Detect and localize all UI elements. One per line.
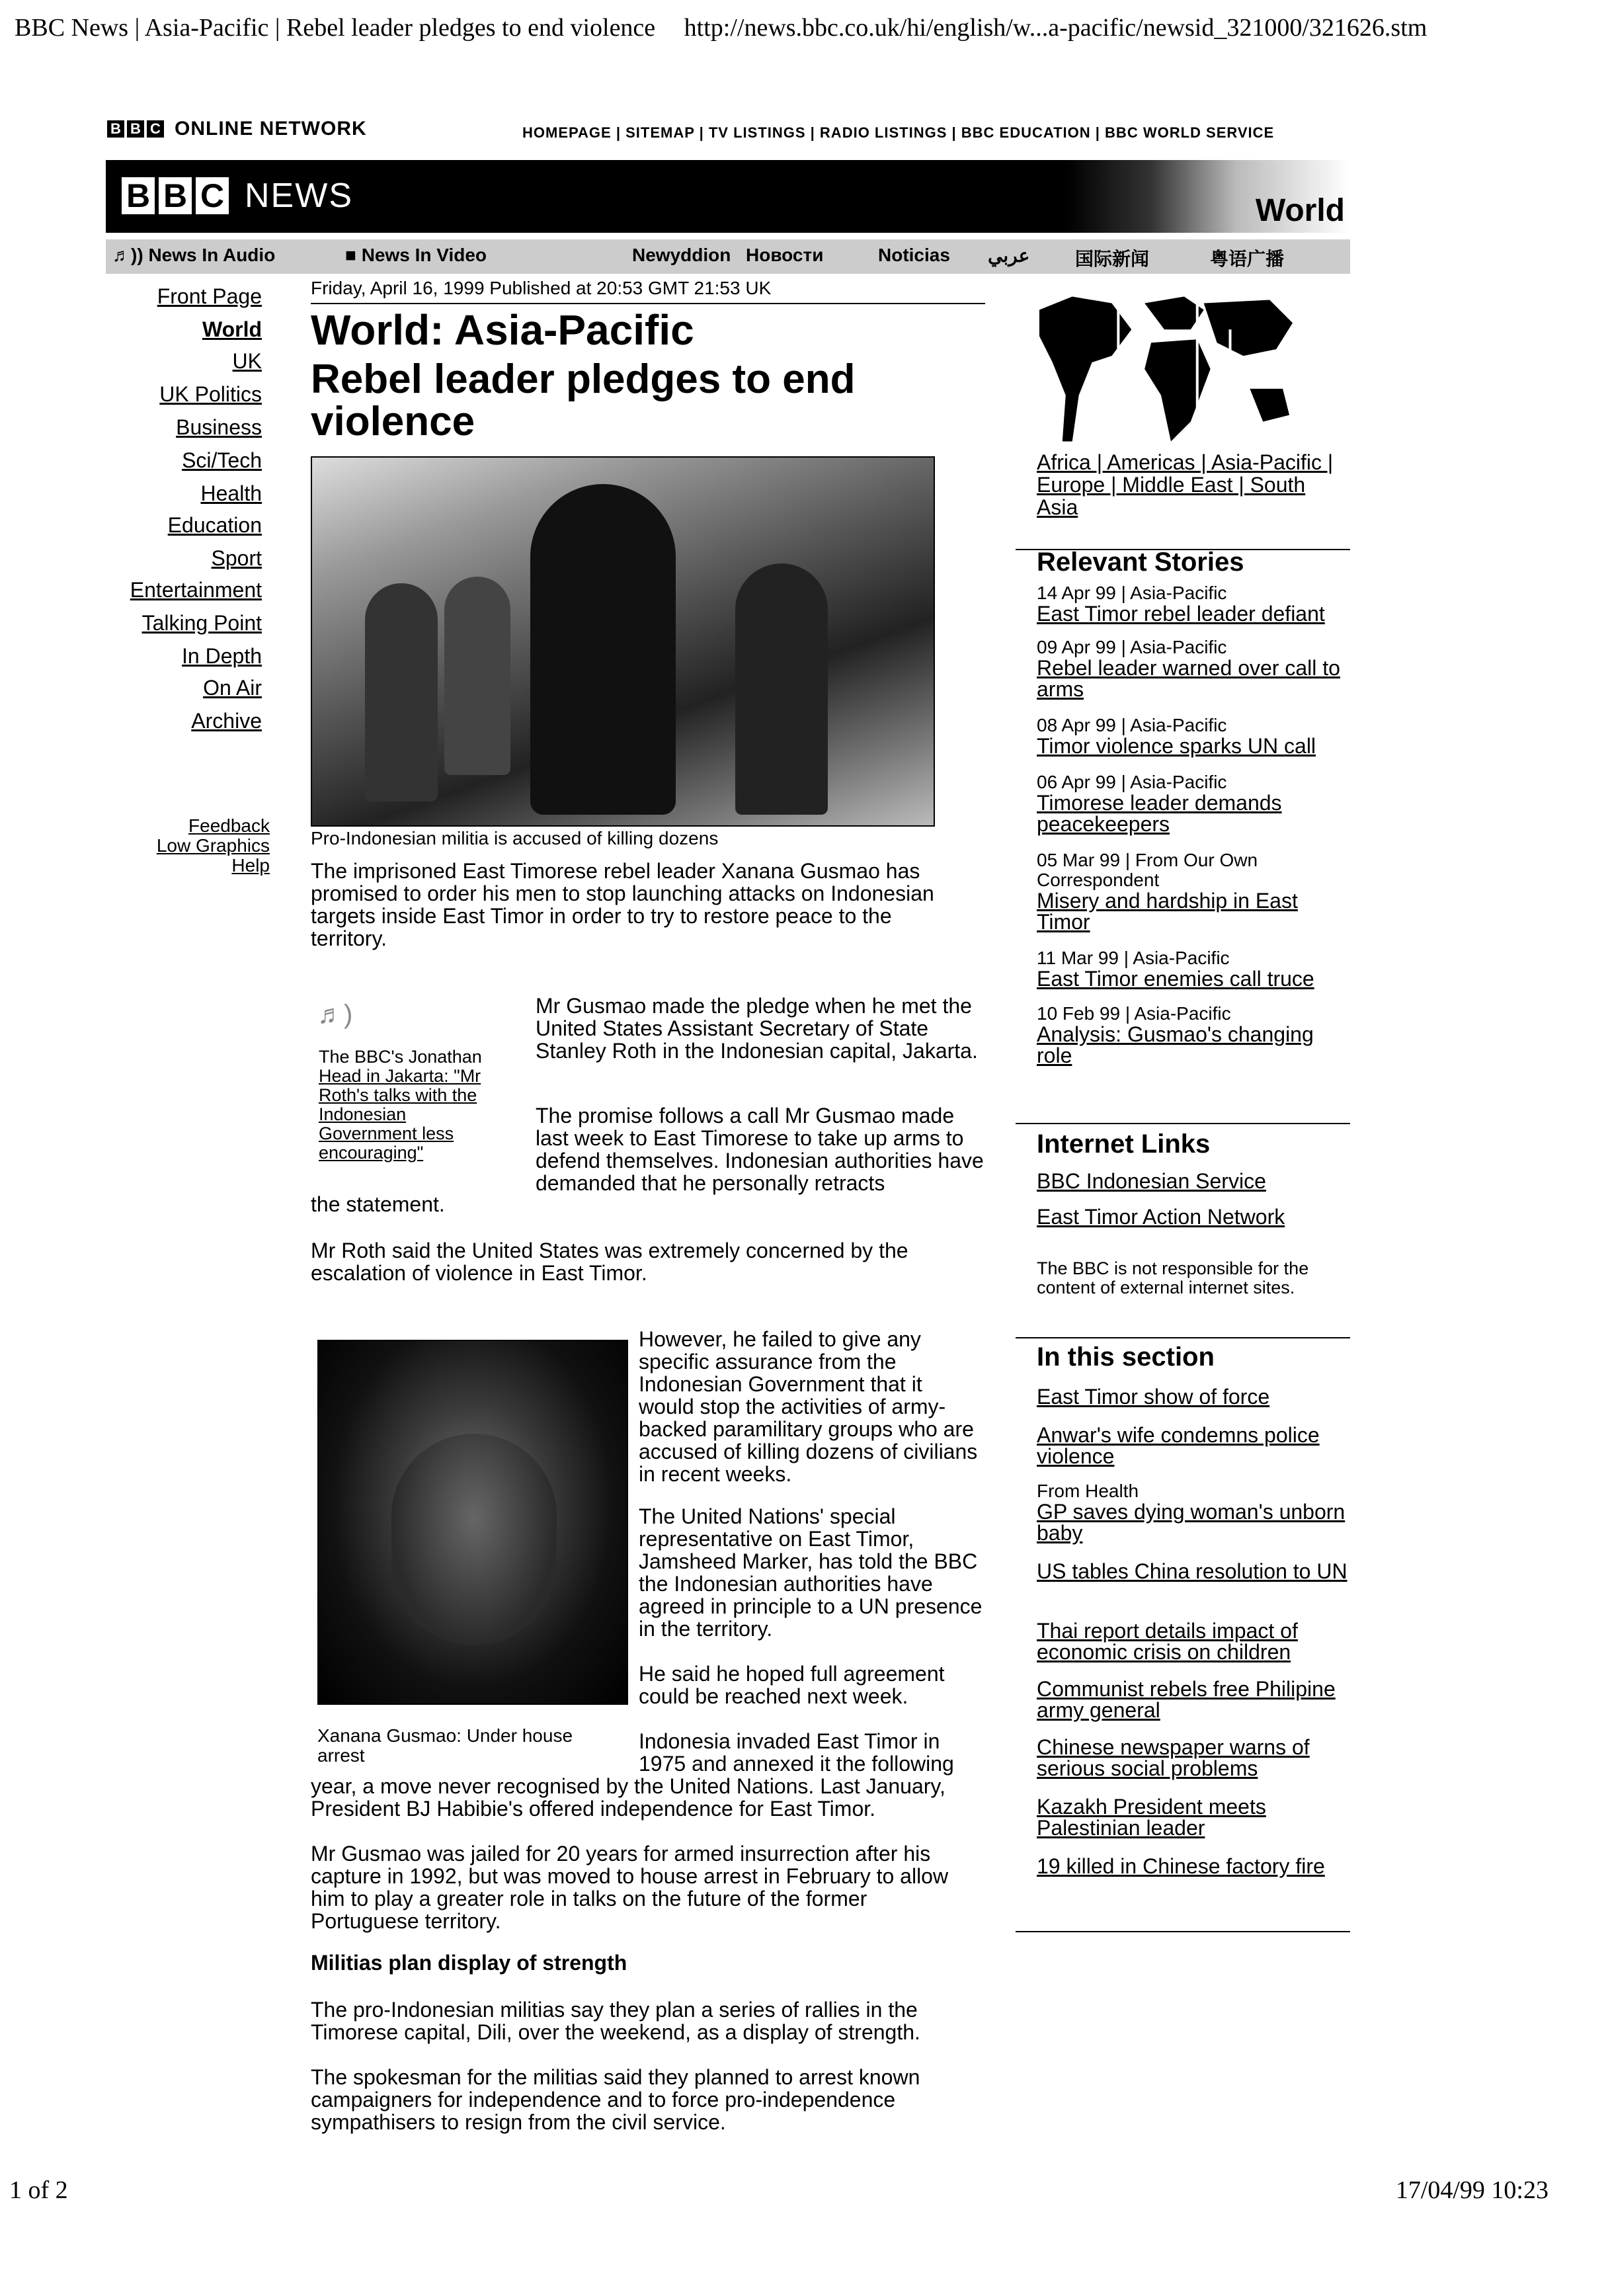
story-meta: 11 Mar 99 | Asia-Pacific <box>1037 948 1230 968</box>
relevant-story[interactable] <box>1037 1004 1347 1066</box>
lang-spanish-link[interactable]: Noticias <box>878 245 950 265</box>
nav-sport[interactable]: Sport <box>211 546 262 570</box>
logo-letter: C <box>147 120 164 138</box>
section-story[interactable] <box>1037 1620 1347 1662</box>
world-label: World <box>1255 193 1345 228</box>
article-paragraph: year, a move never recognised by the United Nations. Last January, President BJ Habibie's offered independence for East Timor. <box>311 1774 945 1821</box>
story-link[interactable]: Chinese newspaper warns of serious social problems <box>1037 1735 1310 1780</box>
audio-caption-lead: The BBC's Jonathan <box>319 1047 482 1067</box>
logo-letter: C <box>196 177 229 214</box>
logo-letter: B <box>122 177 155 214</box>
section-story[interactable] <box>1037 1856 1347 1877</box>
region-links[interactable]: Africa | Americas | Asia-Pacific | Europe | Middle East | South Asia <box>1037 450 1334 519</box>
help-link[interactable]: Help <box>231 855 270 876</box>
news-label: NEWS <box>245 177 353 215</box>
news-in-audio-link[interactable] <box>112 245 275 266</box>
story-link[interactable]: East Timor enemies call truce <box>1037 967 1314 991</box>
section-story[interactable] <box>1037 1737 1347 1779</box>
print-title: BBC News | Asia-Pacific | Rebel leader pledges to end violence <box>15 14 656 42</box>
external-sites-disclaimer: The BBC is not responsible for the content of external internet sites. <box>1037 1258 1309 1297</box>
article-paragraph: Mr Gusmao was jailed for 20 years for armed insurrection after his capture in 1992, but was moved to house arrest in February to allow him to play a greater role in talks on the future of the former Portuguese territory. <box>311 1842 949 1933</box>
bbc-news-logo[interactable] <box>122 176 353 216</box>
story-link[interactable]: Anwar's wife condemns police violence <box>1037 1423 1320 1468</box>
story-link[interactable]: US tables China resolution to UN <box>1037 1559 1347 1583</box>
story-meta: 05 Mar 99 | From Our Own Correspondent <box>1037 850 1258 890</box>
print-page-number: 1 of 2 <box>9 2176 68 2204</box>
nav-talking-point[interactable]: Talking Point <box>141 611 262 635</box>
headline: Rebel leader pledges to end violence <box>311 356 856 444</box>
photo-figure <box>530 484 676 815</box>
gusmao-portrait <box>317 1340 628 1705</box>
relevant-story[interactable] <box>1037 637 1347 700</box>
nav-in-depth[interactable]: In Depth <box>182 644 262 668</box>
story-link[interactable]: Misery and hardship in East Timor <box>1037 889 1298 934</box>
relevant-story[interactable] <box>1037 948 1347 989</box>
article-paragraph: The United Nations' special representative on East Timor, Jamsheed Marker, has told the BBC the Indonesian authorities have agreed in principle to a UN presence in the territory. <box>639 1504 983 1641</box>
story-link[interactable]: Communist rebels free Philipine army general <box>1037 1677 1336 1722</box>
network-label: ONLINE NETWORK <box>175 118 367 140</box>
audio-speaker-icon[interactable]: ♬) <box>317 1000 353 1029</box>
story-link[interactable]: Rebel leader warned over call to arms <box>1037 656 1340 701</box>
audio-clip-link[interactable] <box>319 1047 497 1163</box>
story-meta: 14 Apr 99 | Asia-Pacific <box>1037 583 1227 603</box>
lang-russian-link[interactable]: Новости <box>746 245 824 265</box>
story-link[interactable]: Kazakh President meets Palestinian leader <box>1037 1795 1266 1840</box>
divider <box>1016 1123 1350 1124</box>
story-meta: 08 Apr 99 | Asia-Pacific <box>1037 715 1227 735</box>
nav-on-air[interactable]: On Air <box>203 676 262 700</box>
story-link[interactable]: East Timor show of force <box>1037 1385 1270 1409</box>
relevant-stories-title: Relevant Stories <box>1037 548 1244 577</box>
story-meta: From Health <box>1037 1481 1139 1501</box>
subheading: Militias plan display of strength <box>311 1951 627 1975</box>
low-graphics-link[interactable]: Low Graphics <box>156 835 270 856</box>
section-story[interactable] <box>1037 1561 1347 1582</box>
section-story[interactable] <box>1037 1796 1347 1838</box>
section-story[interactable] <box>1037 1386 1347 1407</box>
lang-arabic-link[interactable]: عربي <box>988 245 1030 266</box>
feedback-link[interactable]: Feedback <box>188 815 270 836</box>
article-paragraph: The spokesman for the militias said they planned to arrest known campaigners for independence and to force pro-independence sympathisers to resign from the civil service. <box>311 2065 920 2134</box>
section-title: World: Asia-Pacific <box>311 306 694 354</box>
article-paragraph: However, he failed to give any specific assurance from the Indonesian Government that it would stop the activities of army-backed paramilitary groups who are accused of killing dozens of civilians in recent weeks. <box>639 1327 978 1486</box>
relevant-story[interactable] <box>1037 583 1347 624</box>
photo-figure <box>735 563 828 815</box>
news-in-video-link[interactable] <box>345 245 487 266</box>
relevant-story[interactable] <box>1037 850 1347 932</box>
news-in-audio-label: News In Audio <box>148 245 276 265</box>
bbc-indonesian-service-link[interactable]: BBC Indonesian Service <box>1037 1169 1266 1193</box>
article-paragraph: The promise follows a call Mr Gusmao made last week to East Timorese to take up arms to defend themselves. Indonesian authorities have demanded that he personally retracts <box>536 1104 984 1195</box>
date-line: Friday, April 16, 1999 Published at 20:53 GMT 21:53 UK <box>311 278 985 304</box>
nav-entertainment[interactable]: Entertainment <box>130 578 262 602</box>
east-timor-action-network-link[interactable]: East Timor Action Network <box>1037 1205 1285 1229</box>
story-link[interactable]: Timor violence sparks UN call <box>1037 734 1316 758</box>
article-paragraph: The pro-Indonesian militias say they plan a series of rallies in the Timorese capital, Dili, over the weekend, as a display of strength. <box>311 1998 920 2044</box>
story-link[interactable]: Analysis: Gusmao's changing role <box>1037 1022 1314 1067</box>
lang-cantonese-link[interactable]: 粤语广播 <box>1210 249 1285 269</box>
story-link[interactable]: GP saves dying woman's unborn baby <box>1037 1500 1346 1545</box>
photo-caption: Pro-Indonesian militia is accused of killing dozens <box>311 828 719 848</box>
video-icon: ■ <box>345 245 356 265</box>
portrait-caption: Xanana Gusmao: Under house arrest <box>317 1725 573 1766</box>
print-datetime: 17/04/99 10:23 <box>1395 2176 1548 2204</box>
internet-links-title: Internet Links <box>1037 1129 1211 1159</box>
nav-world[interactable]: World <box>202 317 262 341</box>
photo-figure <box>444 577 510 775</box>
militia-photo <box>311 456 935 827</box>
news-banner <box>106 160 1350 233</box>
section-story[interactable] <box>1037 1424 1347 1467</box>
nav-archive[interactable]: Archive <box>191 709 262 733</box>
divider <box>1016 1337 1350 1338</box>
in-this-section-title: In this section <box>1037 1342 1215 1372</box>
world-map-image[interactable] <box>1033 290 1296 446</box>
nav-business[interactable]: Business <box>176 415 262 439</box>
nav-front-page[interactable]: Front Page <box>157 284 262 308</box>
lang-chinese-link[interactable]: 国际新闻 <box>1075 249 1150 269</box>
article-paragraph: Mr Roth said the United States was extremely concerned by the escalation of violence in East Timor. <box>311 1239 908 1285</box>
logo-letter: B <box>127 120 144 138</box>
news-in-video-label: News In Video <box>361 245 487 265</box>
article-paragraph: the statement. <box>311 1192 445 1216</box>
relevant-story[interactable] <box>1037 772 1347 835</box>
story-link[interactable]: Thai report details impact of economic crisis on children <box>1037 1619 1298 1664</box>
audio-caption-link: Head in Jakarta: "Mr Roth's talks with the Indonesian Government less encouraging" <box>319 1066 481 1163</box>
bbc-network-logo[interactable] <box>107 118 367 140</box>
divider <box>1016 1931 1350 1932</box>
article-paragraph: Indonesia invaded East Timor in 1975 and annexed it the following <box>639 1729 954 1776</box>
photo-figure <box>365 583 438 801</box>
article-paragraph: The imprisoned East Timorese rebel leader Xanana Gusmao has promised to order his men to stop launching attacks on Indonesian targets inside East Timor in order to try to restore peace to the territory. <box>311 859 934 950</box>
article-paragraph: Mr Gusmao made the pledge when he met the United States Assistant Secretary of State Stanley Roth in the Indonesian capital, Jakarta. <box>536 994 978 1063</box>
story-meta: 10 Feb 99 | Asia-Pacific <box>1037 1003 1231 1024</box>
world-globe-image <box>1066 160 1350 233</box>
logo-letter: B <box>159 177 192 214</box>
story-link[interactable]: Timorese leader demands peacekeepers <box>1037 791 1282 836</box>
relevant-story[interactable] <box>1037 716 1347 757</box>
section-story[interactable] <box>1037 1481 1347 1543</box>
article-paragraph: He said he hoped full agreement could be reached next week. <box>639 1662 945 1708</box>
nav-uk-politics[interactable]: UK Politics <box>159 382 262 406</box>
portrait-face <box>391 1434 557 1645</box>
story-meta: 09 Apr 99 | Asia-Pacific <box>1037 637 1227 657</box>
nav-health[interactable]: Health <box>200 481 262 505</box>
print-url: http://news.bbc.co.uk/hi/english/w...a-pacific/newsid_321000/321626.stm <box>684 14 1427 42</box>
logo-letter: B <box>107 120 124 138</box>
nav-education[interactable]: Education <box>167 513 262 537</box>
print-header <box>15 13 1427 42</box>
language-bar <box>106 239 1350 274</box>
story-link[interactable]: 19 killed in Chinese factory fire <box>1037 1854 1325 1878</box>
story-meta: 06 Apr 99 | Asia-Pacific <box>1037 772 1227 792</box>
story-link[interactable]: East Timor rebel leader defiant <box>1037 602 1325 626</box>
nav-scitech[interactable]: Sci/Tech <box>182 448 262 472</box>
lang-welsh-link[interactable]: Newyddion <box>632 245 731 265</box>
speaker-icon: ♬)) <box>112 245 143 265</box>
section-story[interactable] <box>1037 1678 1347 1721</box>
top-nav[interactable]: HOMEPAGE | SITEMAP | TV LISTINGS | RADIO LISTINGS | BBC EDUCATION | BBC WORLD SERVICE <box>522 124 1275 141</box>
nav-uk[interactable]: UK <box>232 349 262 373</box>
